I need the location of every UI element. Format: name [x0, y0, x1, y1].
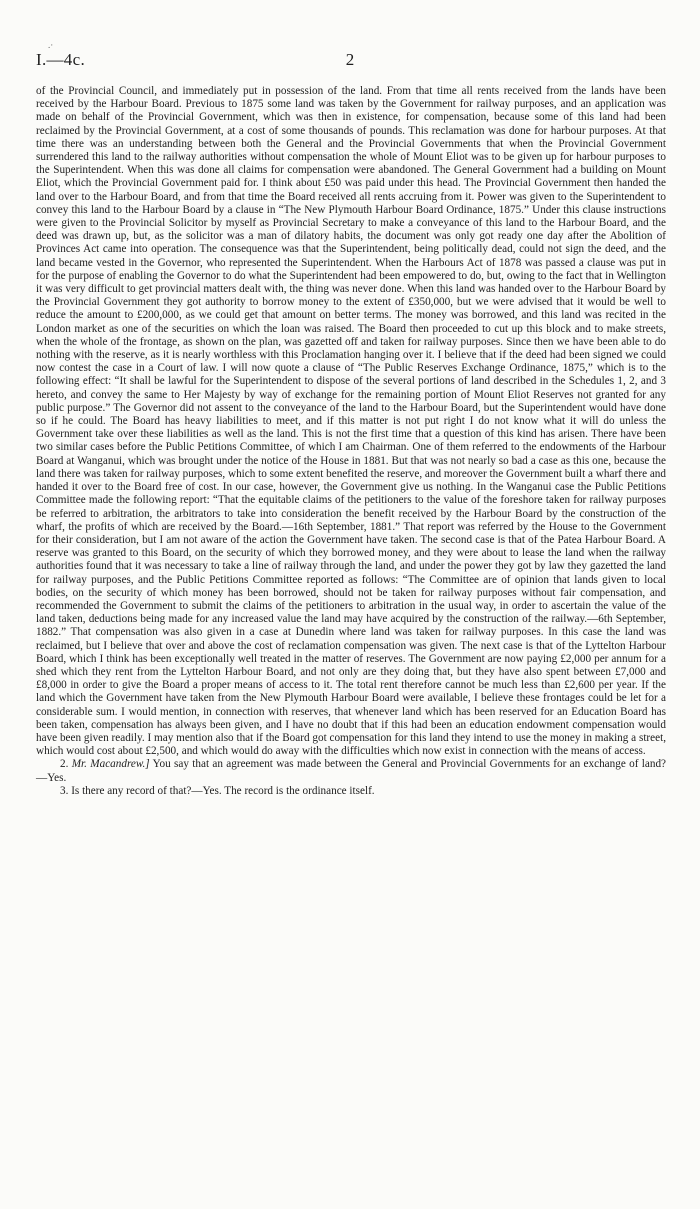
document-reference: I.—4c. [36, 50, 86, 69]
question-speaker: Mr. Macandrew.] [71, 758, 150, 771]
question-3 [36, 785, 666, 798]
question-2 [36, 758, 666, 784]
question-text: Is there any record of that?—Yes. The record is the ordinance itself. [71, 784, 375, 797]
question-text: You say that an agreement was made between the General and Provincial Governments for an exchange of land?—Yes. [36, 758, 667, 784]
page-number: 2 [345, 50, 355, 69]
page-header [36, 50, 664, 72]
question-number: 3. [60, 784, 69, 797]
margin-mark: .· [48, 40, 54, 50]
document-body [36, 85, 666, 798]
evidence-paragraph: of the Provincial Council, and immediately put in possession of the land. From that time all rents received from the lands have been received by the Harbour Board. Previous to 1875 some land was taken by the Government for railway purposes, and an application was made on behalf of the Provincial Government, which was then in existence, for compensation, because some of this land had been reclaimed by the Provincial Government, at a cost of some thousands of pounds. This reclamation was done for harbour purposes. At that time there was an understanding between both the General and the Provincial Governments that when the Provincial Government surrendered this land to the railway authorities without compensation the whole of Mount Eliot was to be given up for harbour purposes to the Superintendent. When this was done all claims for compensation were abandoned. The General Government had a building on Mount Eliot, which the Provincial Government paid for. I think about £50 was paid under this head. The Provincial Government then handed the land over to the Harbour Board, and from that time the Board received all rents accruing from it. Power was given to the Superintendent to convey this land to the Harbour Board by a clause in “The New Plymouth Harbour Board Ordinance, 1875.” Under this clause instructions were given to the Provincial Solicitor by myself as Provincial Secretary to make a conveyance of this land to the Harbour Board, and the deed was drawn up, but, as the solicitor was a man of dilatory habits, the document was only got ready one day after the Abolition of Provinces Act came into operation. The consequence was that the Superintendent, being politically dead, could not sign the deed, and the land became vested in the Governor, who represented the Superintendent. When the Harbours Act of 1878 was passed a clause was put in for the purpose of enabling the Governor to do what the Superintendent had been empowered to do, but, owing to the fact that in Wellington it was very difficult to get provincial matters dealt with, the thing was never done. When this land was handed over to the Harbour Board by the Provincial Government they got authority to borrow money to the extent of £350,000, but we were advised that it would be well to reduce the amount to £200,000, as we could get that amount on better terms. The money was borrowed, and this land was recited in the London market as one of the securities on which the loan was raised. The Board then proceeded to cut up this block and to make streets, when the whole of the frontage, as shown on the plan, was gazetted off and taken for railway purposes. Since then we have been able to do nothing with the reserve, as it is nearly worthless with this Proclamation hanging over it. I believe that if the deed had been signed we could now contest the case in a Court of law. I will now quote a clause of “The Public Reserves Exchange Ordinance, 1875,” which is to the following effect: “It shall be lawful for the Superintendent to dispose of the several portions of land described in the Schedules 1, 2, and 3 hereto, and convey the same to Her Majesty by way of exchange for the remaining portion of Mount Eliot Reserves not granted for any public purpose.” The Governor did not assent to the conveyance of the land to the Harbour Board, but the Superintendent would have done so if he could. The Board has heavy liabilities to meet, and if this matter is not put right I do not know what it will do unless the Government take over these liabilities as well as the land. This is not the first time that a question of this kind has arisen. There have been two similar cases before the Public Petitions Committee, of which I am Chairman. One of them referred to the endowments of the Harbour Board at Wanganui, which was brought under the notice of the House in 1881. But that was not nearly so bad a case as this one, because the land there was taken for railway purposes, which to some extent benefited the reserve, and moreover the Government built a wharf there and handed it over to the Board free of cost. In our case, however, the Government give us nothing. In the Wanganui case the Public Petitions Committee made the following report: “That the equitable claims of the petitioners to the value of the foreshore taken for railway purposes be referred to arbitration, the arbitrators to take into consideration the benefit received by the Harbour Board by the construction of the wharf, the profits of which are received by the Board.—16th September, 1881.” That report was referred by the House to the Government for their consideration, but I am not aware of the action the Government have taken. The second case is that of the Patea Harbour Board. A reserve was granted to this Board, on the security of which they borrowed money, and they were about to lease the land when the railway authorities found that it was necessary to take a line of railway through the land, and under the power they got by law they gazetted the land for railway purposes, and the Public Petitions Committee reported as follows: “The Committee are of opinion that lands given to local bodies, on the security of which money has been borrowed, should not be taken for railway purposes without fair compensation, and recommended the Government to submit the claims of the petitioners to arbitration in the usual way, in order to ascertain the value of the land taken, deductions being made for any increased value the land may have acquired by the construction of the railway.—6th September, 1882.” That compensation was also given in a case at Dunedin where land was taken for railway purposes. In this case the land was reclaimed, but I believe that over and above the cost of reclamation compensation was given. The next case is that of the Lyttelton Harbour Board, which I think has been exceptionally well treated in the matter of reserves. The Government are now paying £2,000 per annum for a shed which they rent from the Lyttelton Harbour Board, and not only are they doing that, but they have also spent between £7,000 and £8,000 in order to give the Board a proper means of access to it. The total rent therefore cannot be much less than £2,600 per year. If the land which the Government have taken from the New Plymouth Harbour Board were available, I believe these frontages could be let for a considerable sum. I would mention, in connection with reserves, that whenever land which has been reserved for an Education Board has been taken, compensation has always been given, and I have no doubt that if this had been an education endowment compensation would have been given readily. I may mention also that if the Board got compensation for this land they intend to use the money in making a street, which would cost about £2,500, and which would do away with the difficulties which now exist in connection with the means of access. [36, 85, 666, 758]
question-number: 2. [60, 758, 69, 771]
